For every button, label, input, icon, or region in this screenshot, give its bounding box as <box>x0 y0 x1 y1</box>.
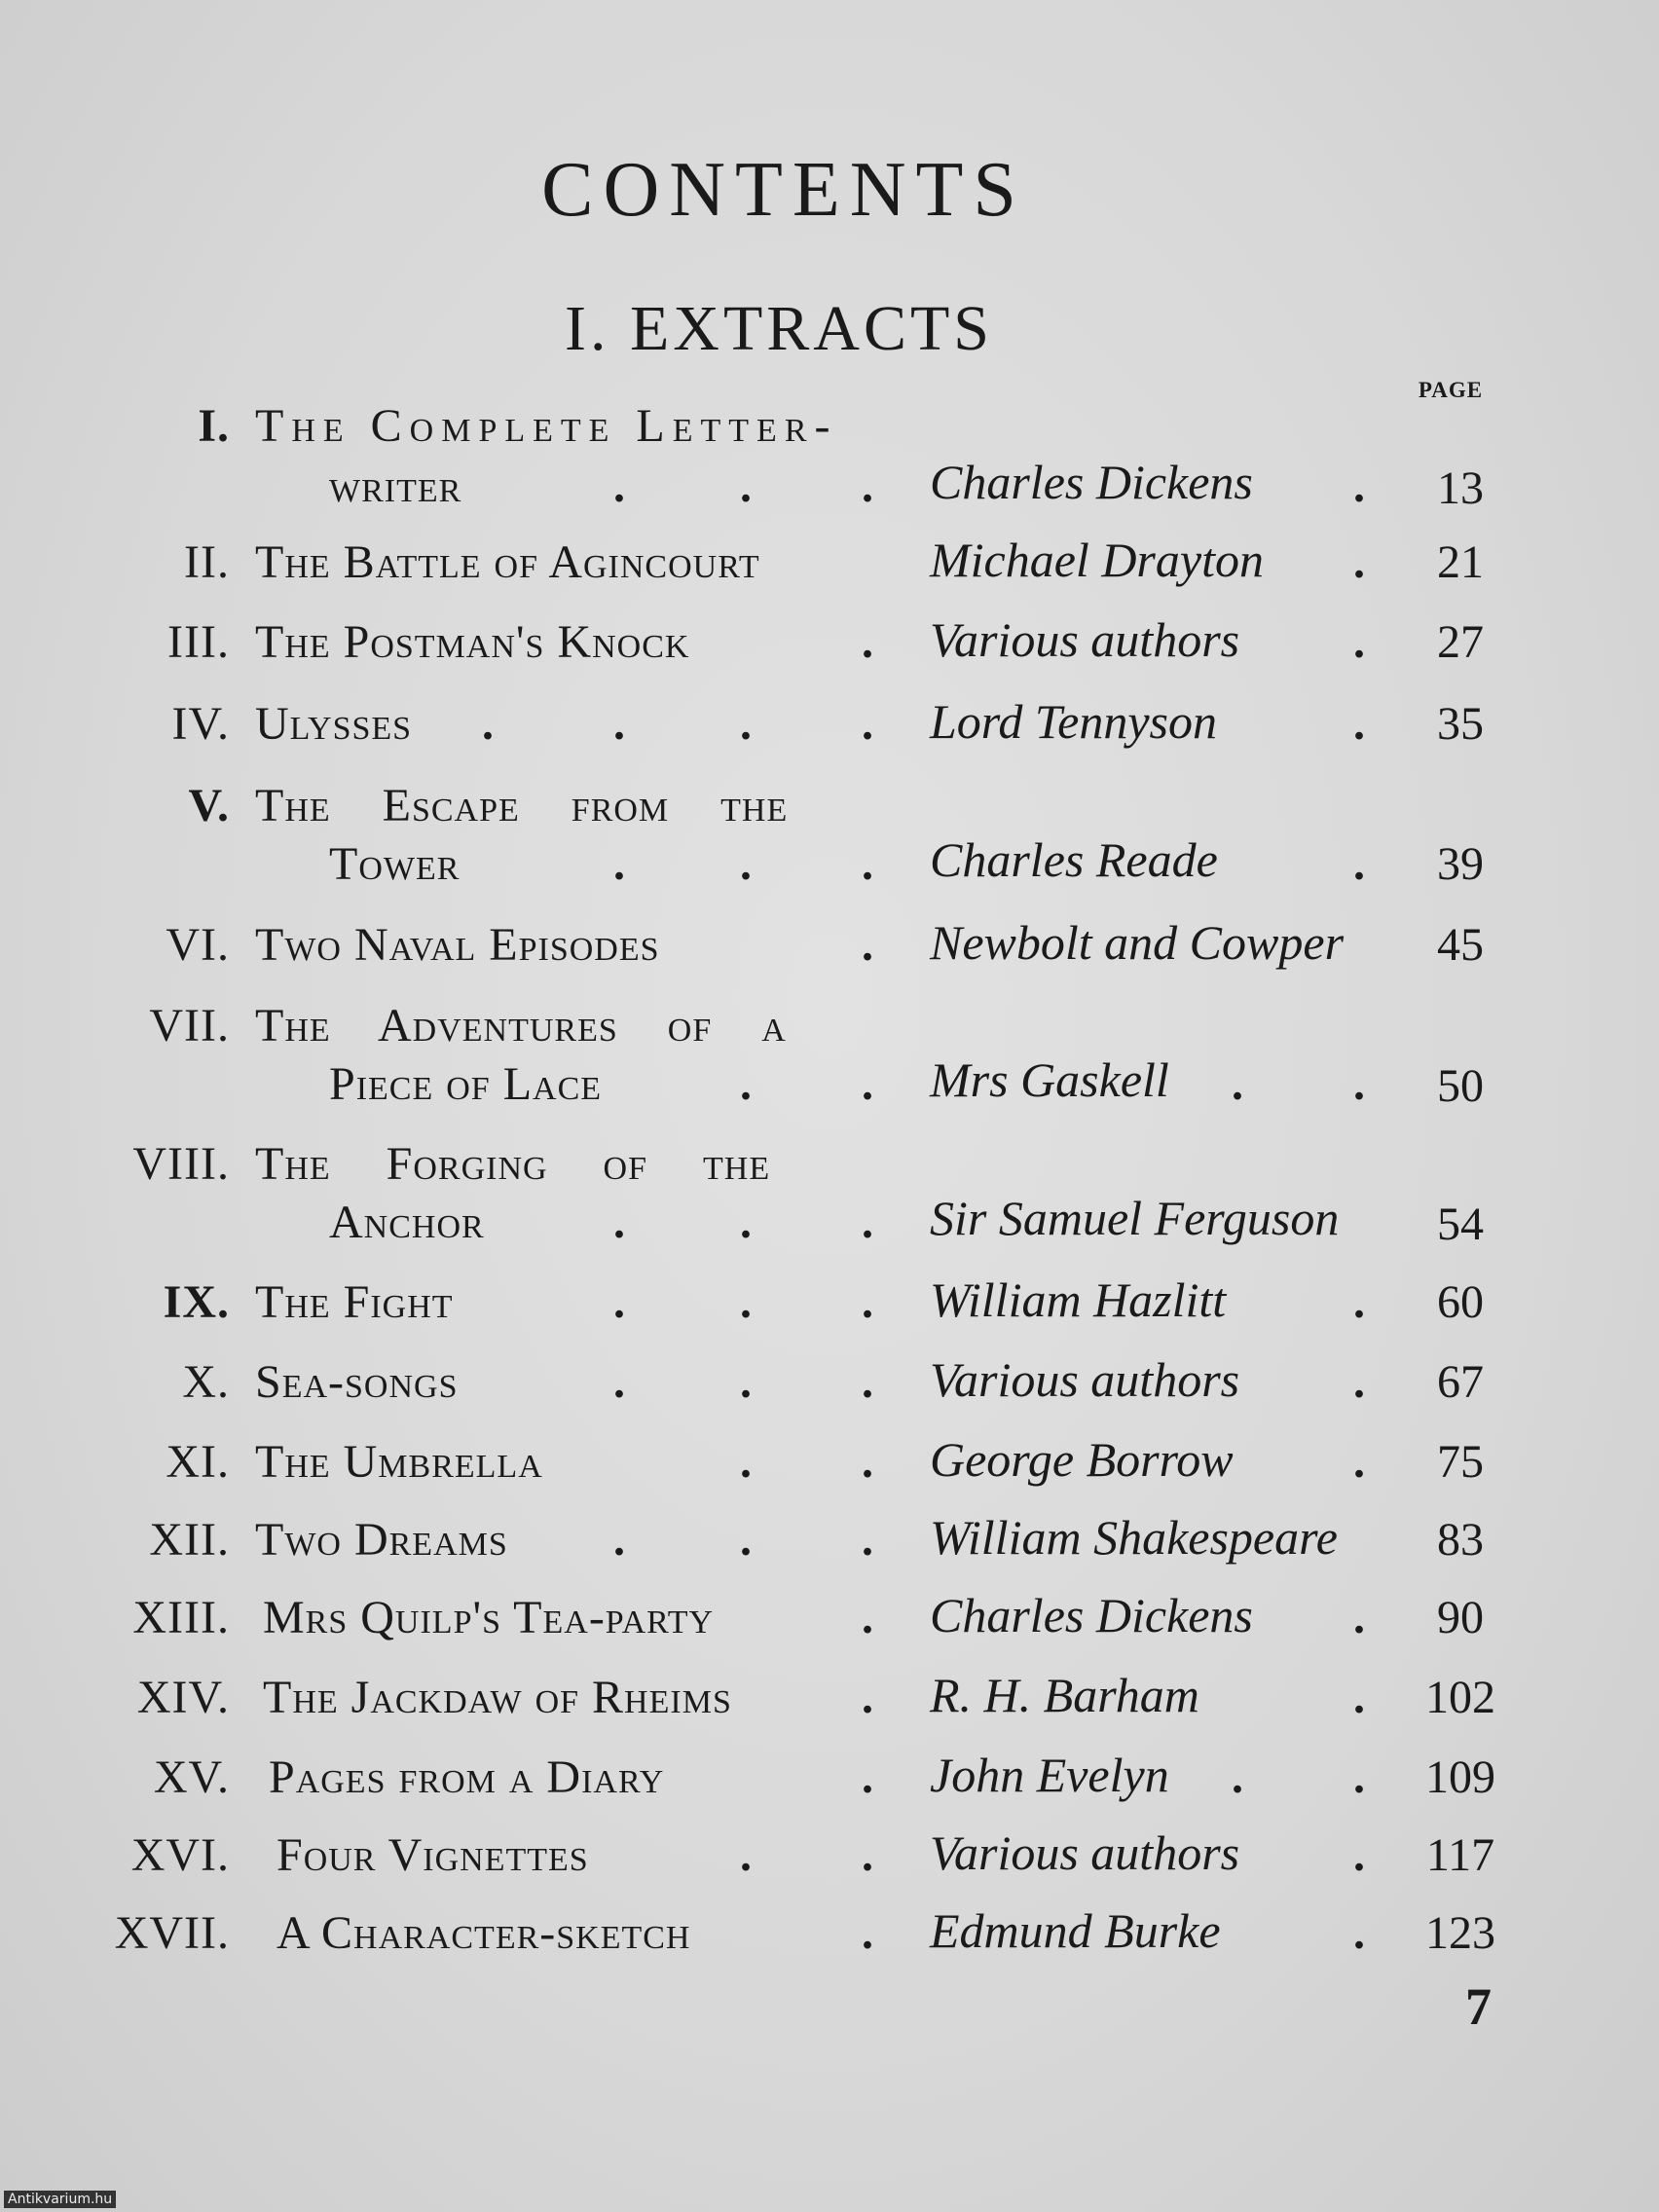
leader-dots: . <box>613 698 625 750</box>
entry-title: Ulysses <box>255 698 413 750</box>
entry-title: Two Dreams <box>255 1514 508 1566</box>
entry-page: 50 <box>1437 1060 1484 1112</box>
entry-author: Mrs Gaskell <box>930 1052 1169 1107</box>
entry-author: Michael Drayton <box>930 533 1264 587</box>
leader-dots: . <box>1353 838 1365 890</box>
entry-page: 117 <box>1425 1829 1495 1881</box>
entry-title-continued: Anchor <box>329 1197 485 1248</box>
leader-dots: . <box>862 1356 873 1408</box>
entry-page: 13 <box>1437 462 1484 514</box>
entry-page: 27 <box>1437 616 1484 668</box>
entry-page: 45 <box>1437 919 1484 971</box>
leader-dots: . <box>740 1514 752 1566</box>
entry-page: 90 <box>1437 1592 1484 1643</box>
entry-number: IV. <box>171 698 230 750</box>
leader-dots: . <box>862 838 873 890</box>
entry-page: 83 <box>1437 1514 1484 1566</box>
entry-author: Sir Samuel Ferguson <box>930 1191 1340 1245</box>
entry-title: The Jackdaw of Rheims <box>263 1672 732 1723</box>
entry-page: 35 <box>1437 698 1484 750</box>
entry-title-continued: writer <box>329 461 462 512</box>
entry-page: 67 <box>1437 1356 1484 1408</box>
entry-title: The Postman's Knock <box>255 616 690 668</box>
entry-author: Various authors <box>930 612 1240 667</box>
leader-dots: . <box>1353 1751 1365 1803</box>
entry-title: The Adventures of a <box>255 1000 787 1051</box>
leader-dots: . <box>1353 1436 1365 1488</box>
entry-title: The Battle of Agincourt <box>255 536 760 588</box>
leader-dots: . <box>862 1276 873 1328</box>
leader-dots: . <box>613 1514 625 1566</box>
entry-title: Two Naval Episodes <box>255 919 660 971</box>
leader-dots: . <box>1232 1751 1243 1803</box>
leader-dots: . <box>1353 1356 1365 1408</box>
leader-dots: . <box>740 1436 752 1488</box>
page-column-header: PAGE <box>1418 378 1484 402</box>
leader-dots: . <box>1353 1276 1365 1328</box>
entry-title-continued: Tower <box>329 838 461 890</box>
leader-dots: . <box>862 698 873 750</box>
entry-number: XII. <box>149 1514 230 1566</box>
entry-page: 39 <box>1437 838 1484 890</box>
entry-title: A Character-sketch <box>276 1907 691 1959</box>
leader-dots: . <box>862 1514 873 1566</box>
entry-author: John Evelyn <box>930 1748 1169 1802</box>
entry-page: 102 <box>1425 1672 1495 1723</box>
entry-title: The Umbrella <box>255 1436 543 1488</box>
leader-dots: . <box>862 1672 873 1723</box>
entry-title: The Complete Letter- <box>255 400 838 452</box>
entry-number: IX. <box>163 1276 230 1328</box>
leader-dots: . <box>1353 1058 1365 1110</box>
leader-dots: . <box>862 1592 873 1643</box>
leader-dots: . <box>613 1197 625 1248</box>
leader-dots: . <box>1353 1907 1365 1959</box>
entry-title: Pages from a Diary <box>269 1751 665 1803</box>
leader-dots: . <box>1353 616 1365 668</box>
leader-dots: . <box>613 461 625 512</box>
contents-heading: CONTENTS <box>541 147 1026 233</box>
leader-dots: . <box>613 1356 625 1408</box>
entry-author: Various authors <box>930 1352 1240 1407</box>
leader-dots: . <box>740 838 752 890</box>
entry-author: Lord Tennyson <box>930 694 1217 749</box>
entry-author: William Shakespeare <box>930 1510 1338 1565</box>
leader-dots: . <box>862 1907 873 1959</box>
entry-number: I. <box>198 400 230 452</box>
leader-dots: . <box>1232 1058 1243 1110</box>
entry-page: 123 <box>1425 1907 1495 1959</box>
entry-title-continued: Piece of Lace <box>329 1058 603 1110</box>
entry-author: Charles Dickens <box>930 455 1253 509</box>
leader-dots: . <box>862 461 873 512</box>
entry-title: Four Vignettes <box>276 1829 589 1881</box>
leader-dots: . <box>482 698 494 750</box>
leader-dots: . <box>862 1829 873 1881</box>
leader-dots: . <box>1353 1672 1365 1723</box>
entry-title: The Escape from the <box>255 780 789 831</box>
entry-author: William Hazlitt <box>930 1272 1227 1327</box>
entry-number: III. <box>167 616 230 668</box>
leader-dots: . <box>740 1356 752 1408</box>
leader-dots: . <box>1353 698 1365 750</box>
entry-number: V. <box>188 780 230 831</box>
entry-number: VII. <box>149 1000 230 1051</box>
leader-dots: . <box>862 1058 873 1110</box>
entry-number: XVI. <box>130 1829 230 1881</box>
entry-author: Charles Dickens <box>930 1588 1253 1642</box>
entry-title: The Fight <box>255 1276 454 1328</box>
leader-dots: . <box>740 1276 752 1328</box>
leader-dots: . <box>862 1751 873 1803</box>
leader-dots: . <box>1353 536 1365 588</box>
entry-page: 21 <box>1437 536 1484 588</box>
leader-dots: . <box>740 1058 752 1110</box>
leader-dots: . <box>862 1436 873 1488</box>
leader-dots: . <box>1353 461 1365 512</box>
entry-number: XVII. <box>114 1907 230 1959</box>
entry-author: Edmund Burke <box>930 1903 1221 1958</box>
entry-number: VI. <box>166 919 230 971</box>
entry-page: 75 <box>1437 1436 1484 1488</box>
entry-author: R. H. Barham <box>930 1668 1199 1722</box>
entry-page: 60 <box>1437 1276 1484 1328</box>
entry-number: XI. <box>166 1436 230 1488</box>
entry-number: XIII. <box>132 1592 230 1643</box>
entry-title: The Forging of the <box>255 1138 771 1190</box>
entry-author: Charles Reade <box>930 832 1218 887</box>
leader-dots: . <box>740 461 752 512</box>
entry-page: 54 <box>1437 1198 1484 1250</box>
entry-number: XIV. <box>136 1672 230 1723</box>
leader-dots: . <box>862 1197 873 1248</box>
leader-dots: . <box>740 698 752 750</box>
entry-author: Various authors <box>930 1825 1240 1880</box>
leader-dots: . <box>862 919 873 971</box>
entry-number: X. <box>182 1356 230 1408</box>
page-number: 7 <box>1465 1977 1492 2036</box>
leader-dots: . <box>613 838 625 890</box>
section-heading: I. EXTRACTS <box>565 293 993 364</box>
entry-author: Newbolt and Cowper <box>930 915 1345 970</box>
entry-number: XV. <box>153 1751 230 1803</box>
leader-dots: . <box>740 1829 752 1881</box>
leader-dots: . <box>740 1197 752 1248</box>
watermark: Antikvarium.hu <box>4 2191 116 2208</box>
entry-page: 109 <box>1425 1751 1495 1803</box>
leader-dots: . <box>613 1276 625 1328</box>
entry-title: Sea-songs <box>255 1356 459 1408</box>
leader-dots: . <box>1353 1829 1365 1881</box>
entry-number: II. <box>184 536 230 588</box>
entry-title: Mrs Quilp's Tea-party <box>263 1592 715 1643</box>
leader-dots: . <box>862 616 873 668</box>
entry-author: George Borrow <box>930 1432 1234 1487</box>
entry-number: VIII. <box>132 1138 230 1190</box>
leader-dots: . <box>1353 1592 1365 1643</box>
